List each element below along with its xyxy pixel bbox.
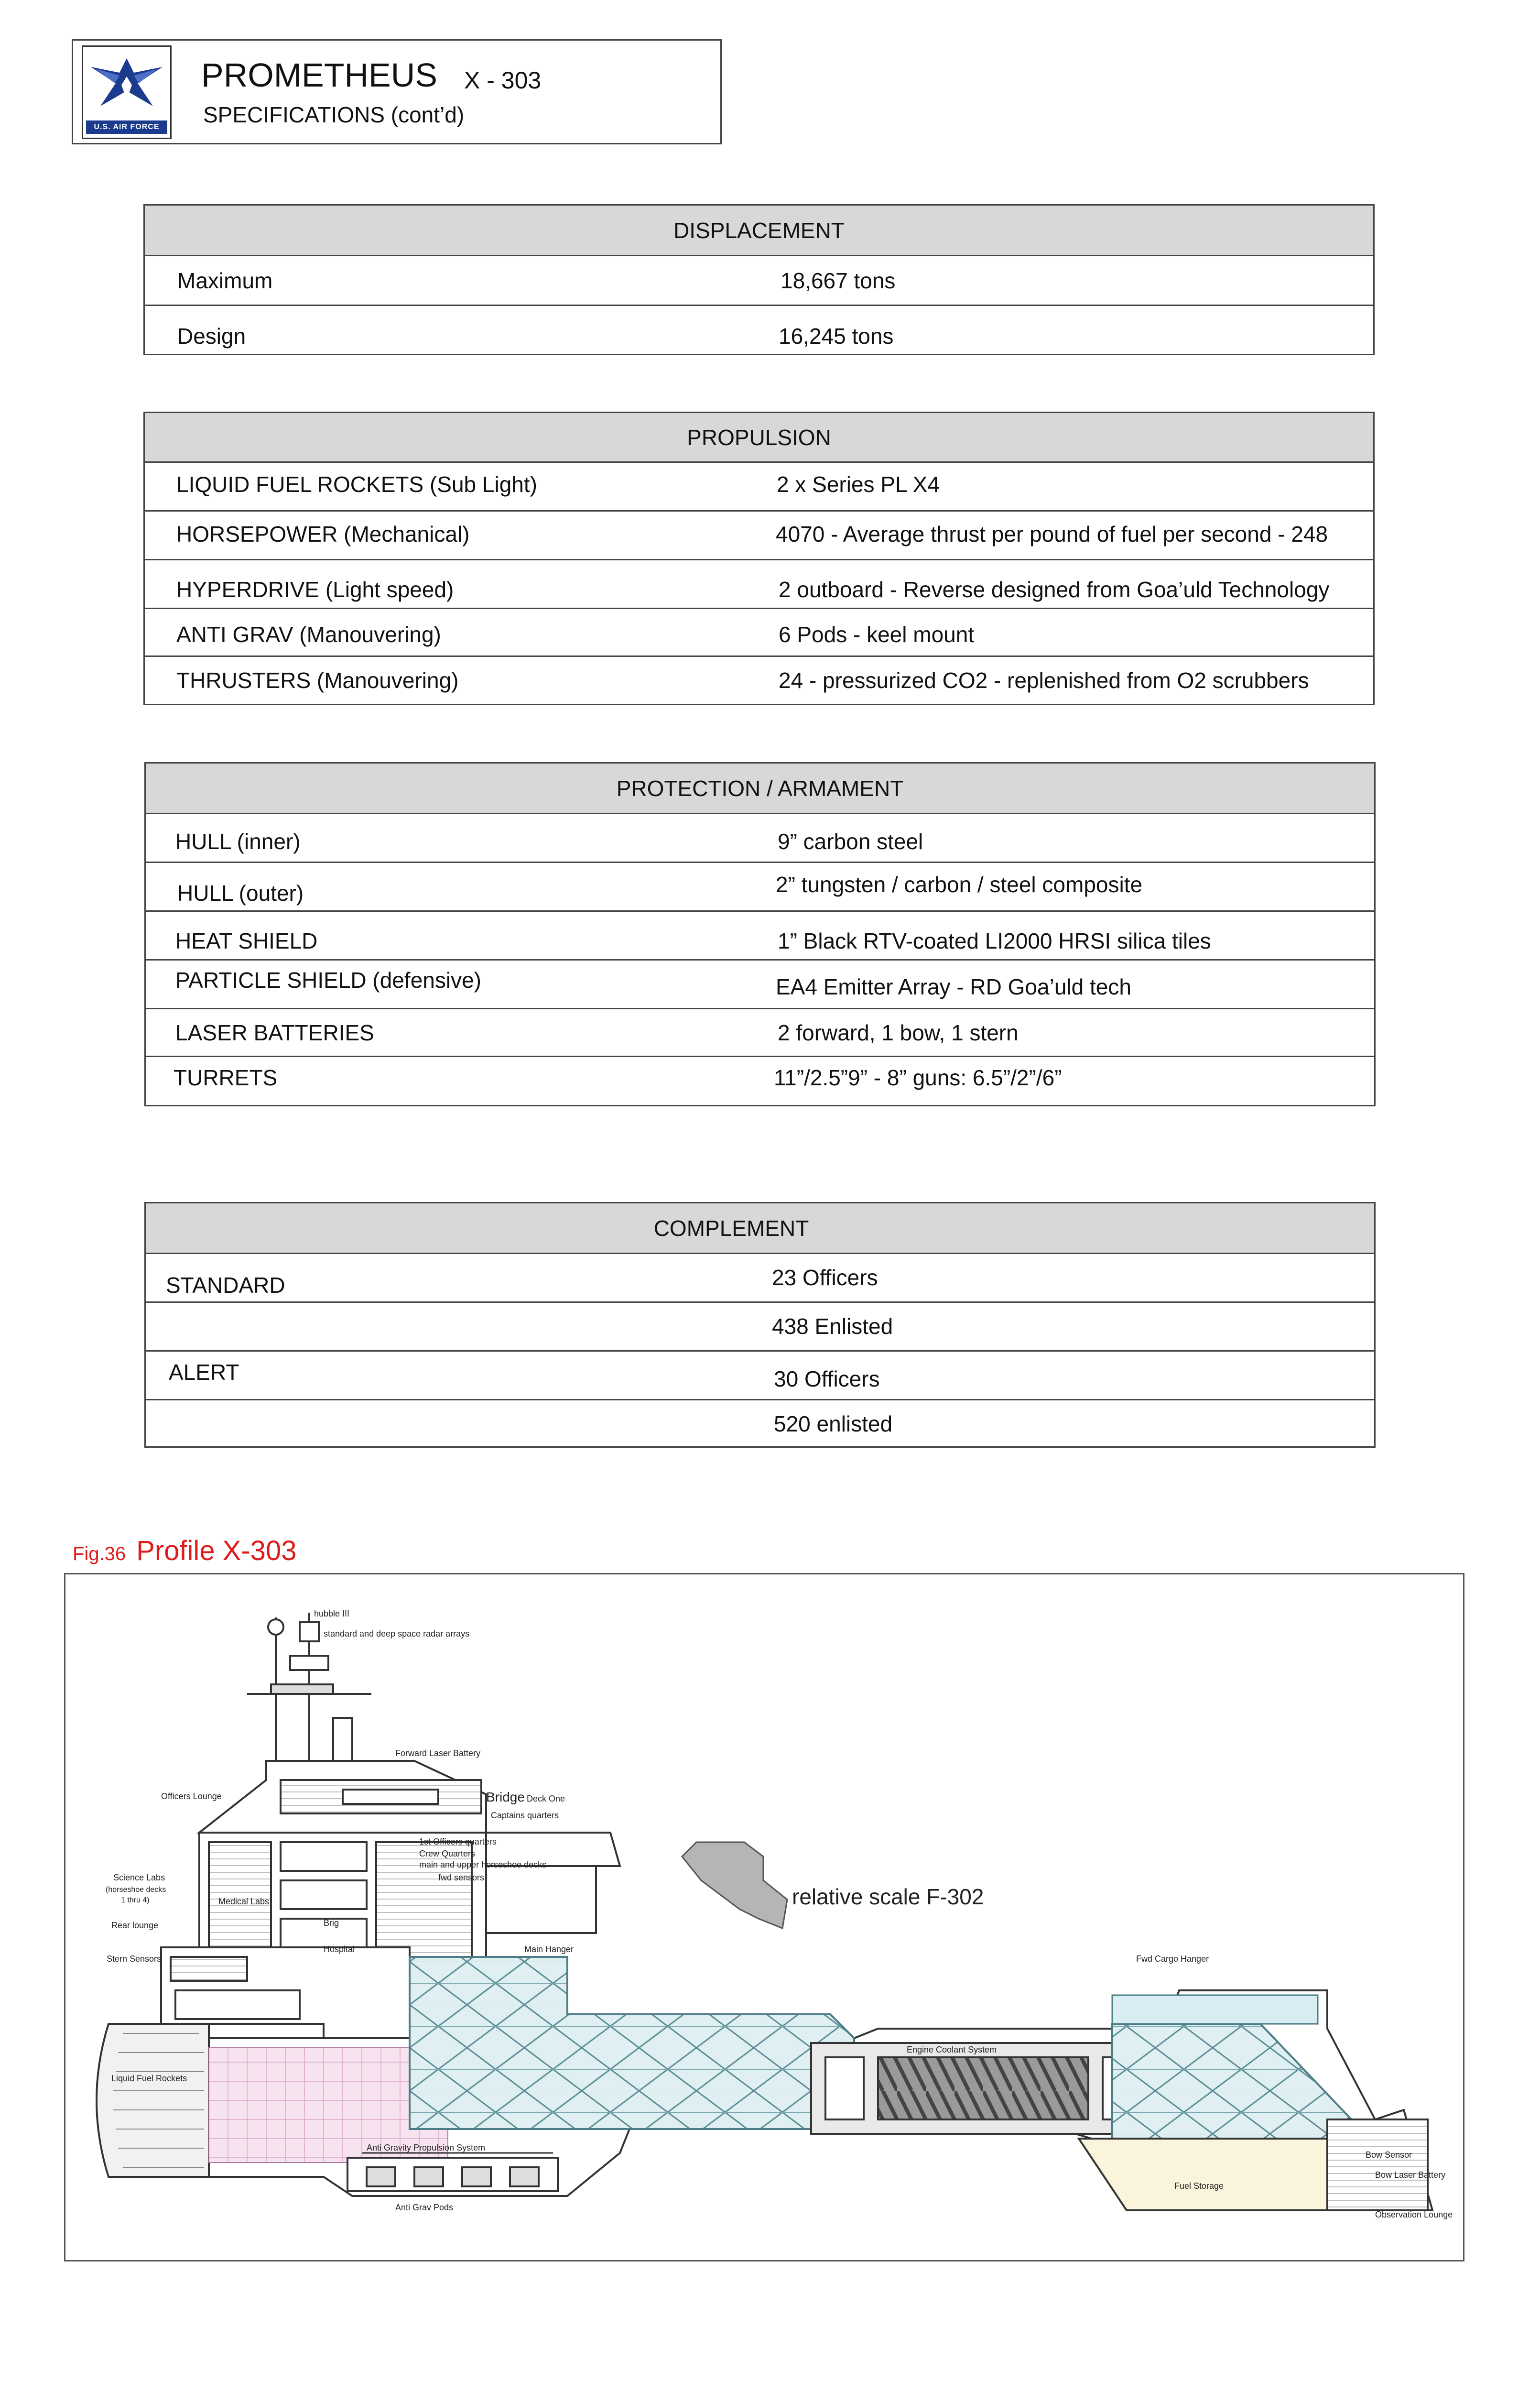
label-brig: Brig (324, 1918, 339, 1928)
table-row (145, 256, 1373, 306)
row-label: LIQUID FUEL ROCKETS (Sub Light) (176, 472, 537, 497)
row-label: THRUSTERS (Manouvering) (176, 668, 459, 693)
row-value: 2 forward, 1 bow, 1 stern (778, 1020, 1019, 1045)
table-row (146, 961, 1374, 1009)
table-row (146, 1400, 1374, 1446)
label-relative-scale: relative scale F-302 (792, 1884, 984, 1909)
table-heading: PROPULSION (145, 413, 1373, 463)
label-bow-sensor: Bow Sensor (1366, 2150, 1412, 2160)
table-row (145, 609, 1373, 657)
row-value: 438 Enlisted (772, 1314, 893, 1339)
table-row (146, 863, 1374, 912)
row-label: HEAT SHIELD (175, 928, 318, 953)
label-engine-coolant: Engine Coolant System (907, 2045, 997, 2054)
header-box (72, 39, 722, 144)
label-bow-laser: Bow Laser Battery (1375, 2170, 1446, 2180)
designation: X - 303 (464, 67, 542, 94)
page-subtitle: SPECIFICATIONS (cont’d) (203, 102, 465, 127)
row-value: 18,667 tons (781, 268, 896, 293)
f302-silhouette (682, 1842, 787, 1928)
label-officers-lounge: Officers Lounge (161, 1791, 222, 1801)
protection-armament-table (144, 762, 1376, 1106)
label-anti-grav-system: Anti Gravity Propulsion System (367, 2143, 486, 2152)
row-label: ALERT (169, 1360, 239, 1385)
table-row (145, 463, 1373, 512)
table-row (146, 814, 1374, 863)
row-label: STANDARD (166, 1273, 285, 1298)
label-first-officers: 1st Officers quarters (419, 1837, 497, 1846)
table-heading: DISPLACEMENT (145, 206, 1373, 256)
label-observation: Observation Lounge (1375, 2210, 1453, 2219)
row-label: Design (177, 324, 246, 349)
table-row (145, 657, 1373, 704)
label-horseshoe: main and upper horseshoe decks (419, 1860, 547, 1869)
row-value: 2 x Series PL X4 (777, 472, 940, 497)
row-value: 16,245 tons (779, 324, 894, 349)
row-label: TURRETS (174, 1065, 278, 1090)
label-fwd-sensors: fwd sensors (438, 1873, 485, 1882)
row-value: 23 Officers (772, 1265, 878, 1290)
row-label: Maximum (177, 268, 273, 293)
complement-table (144, 1202, 1376, 1448)
ship-profile-figure (64, 1573, 1464, 2261)
label-fwd-cargo: Fwd Cargo Hanger (1136, 1954, 1209, 1964)
row-value: 30 Officers (774, 1366, 880, 1391)
label-fuel-storage: Fuel Storage (1174, 2181, 1224, 2191)
label-main-hanger: Main Hanger (524, 1944, 574, 1954)
figure-caption (73, 1535, 296, 1567)
label-hubble: hubble III (314, 1609, 350, 1618)
label-radar: standard and deep space radar arrays (324, 1629, 470, 1638)
label-crew-quarters: Crew Quarters (419, 1849, 476, 1858)
table-row (146, 1009, 1374, 1057)
row-label: ANTI GRAV (Manouvering) (176, 622, 441, 647)
table-heading: PROTECTION / ARMAMENT (146, 764, 1374, 814)
table-row (146, 1057, 1374, 1105)
label-forward-laser: Forward Laser Battery (395, 1748, 481, 1758)
label-rear-lounge: Rear lounge (111, 1921, 159, 1930)
label-science-labs: Science Labs (113, 1873, 165, 1882)
row-value: 24 - pressurized CO2 - replenished from O2 scrubbers (779, 668, 1309, 693)
air-force-wings-icon (86, 54, 167, 120)
row-label: HORSEPOWER (Mechanical) (176, 522, 470, 546)
row-value: 9” carbon steel (778, 829, 923, 854)
table-row (146, 912, 1374, 961)
label-captains: Captains quarters (491, 1811, 559, 1820)
table-row (145, 560, 1373, 609)
label-anti-grav-pods: Anti Grav Pods (395, 2203, 454, 2212)
label-bridge: Bridge (486, 1790, 525, 1804)
table-row (145, 512, 1373, 560)
table-heading: COMPLEMENT (146, 1203, 1374, 1254)
air-force-logo (82, 45, 172, 139)
label-liquid-fuel-rockets: Liquid Fuel Rockets (111, 2074, 187, 2083)
table-row (146, 1352, 1374, 1400)
label-deck-one: Deck One (527, 1794, 565, 1803)
label-science-sub1: (horseshoe decks (106, 1886, 166, 1894)
row-value: 520 enlisted (774, 1411, 893, 1436)
row-value: 11”/2.5”9” - 8” guns: 6.5”/2”/6” (774, 1065, 1062, 1090)
row-label: HULL (inner) (175, 829, 301, 854)
table-row (146, 1303, 1374, 1352)
ship-profile-drawing (65, 1574, 1463, 2260)
figure-number: Fig.36 (73, 1543, 126, 1564)
logo-text: U.S. AIR FORCE (86, 120, 167, 134)
row-label: HYPERDRIVE (Light speed) (176, 577, 454, 602)
propulsion-table (143, 412, 1375, 705)
figure-title: Profile X-303 (136, 1535, 297, 1566)
label-medical-labs: Medical Labs (218, 1897, 270, 1906)
row-value: 2” tungsten / carbon / steel composite (776, 872, 1143, 897)
row-value: EA4 Emitter Array - RD Goa’uld tech (776, 974, 1131, 999)
label-stern-sensors: Stern Sensors (107, 1954, 162, 1964)
label-science-sub2: 1 thru 4) (121, 1896, 150, 1904)
row-value: 1” Black RTV-coated LI2000 HRSI silica tiles (778, 928, 1211, 953)
displacement-table (143, 204, 1375, 355)
table-row (145, 306, 1373, 354)
row-label: PARTICLE SHIELD (defensive) (175, 968, 481, 993)
row-value: 6 Pods - keel mount (779, 622, 975, 647)
row-label: HULL (outer) (177, 881, 304, 906)
row-value: 2 outboard - Reverse designed from Goa’uld Technology (779, 577, 1330, 602)
label-hospital: Hospital (324, 1944, 355, 1954)
page-title: PROMETHEUS (201, 56, 437, 94)
table-row (146, 1254, 1374, 1303)
row-value: 4070 - Average thrust per pound of fuel per second - 248 (776, 522, 1328, 546)
row-label: LASER BATTERIES (175, 1020, 374, 1045)
